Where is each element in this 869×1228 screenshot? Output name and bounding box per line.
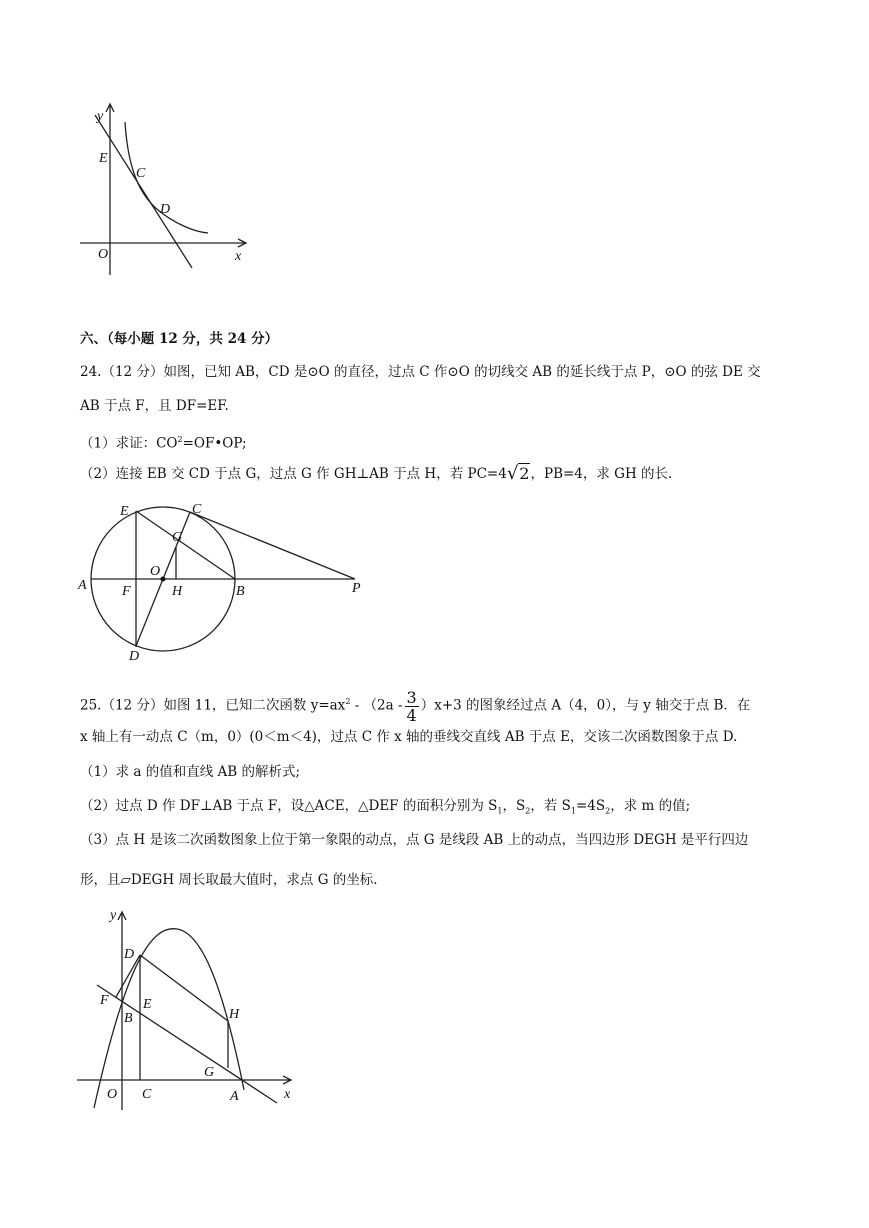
q24-part1-sup: 2 <box>177 435 183 444</box>
sub-3: 1 <box>570 806 576 816</box>
line-ab <box>97 985 277 1103</box>
label-g: G <box>172 530 183 545</box>
label-o: O <box>107 1087 118 1102</box>
section-title: 六、（每小题 12 分，共 24 分） <box>80 331 279 347</box>
label-o: O <box>98 247 109 262</box>
tangent-cp <box>190 512 355 579</box>
q25-line1-sup: 2 <box>345 697 351 706</box>
sub-1: 1 <box>497 806 503 816</box>
q25-part2-d: =4S <box>575 798 606 814</box>
q25-part2-c: ，若 S <box>530 798 571 814</box>
q25-part2-e: ，求 m 的值; <box>610 798 691 814</box>
q25-part2 <box>80 796 690 822</box>
center-point <box>161 577 166 582</box>
q25-line1-c: ）x+3 的图象经过点 A（4，0），与 y 轴交于点 B．在 <box>420 697 751 714</box>
q25-part3-line1: （3）点 H 是该二次函数图象上位于第一象限的动点，点 G 是线段 AB 上的动点，当四边形 DEGH 是平行四边 <box>80 832 749 848</box>
q25-part2-a: （2）过点 D 作 DF⊥AB 于点 F，设△ACE，△DEF 的面积分别为 S <box>80 798 498 814</box>
label-x: x <box>284 1087 291 1102</box>
label-e: E <box>120 504 129 519</box>
label-d: D <box>160 202 171 217</box>
q24-part1 <box>80 430 247 454</box>
fraction-denominator: 4 <box>406 705 417 725</box>
q24-part2-b: ，PB=4，求 GH 的长. <box>530 466 673 482</box>
label-f: F <box>122 584 131 599</box>
figure-circle-tangent <box>72 495 372 665</box>
fraction-three-quarters <box>405 689 419 724</box>
label-h: H <box>172 584 183 599</box>
label-b: B <box>236 584 245 599</box>
q25-line1-b: - （2a - <box>350 697 403 714</box>
sub-4: 2 <box>605 806 611 816</box>
label-x: x <box>235 249 242 264</box>
q25-part3-line2: 形，且▱DEGH 周长取最大值时，求点 G 的坐标. <box>80 872 378 888</box>
label-d: D <box>124 947 135 962</box>
sqrt-icon: √ <box>506 463 519 484</box>
label-f: F <box>100 993 109 1008</box>
label-a: A <box>78 578 87 593</box>
q25-part1: （1）求 a 的值和直线 AB 的解析式; <box>80 764 301 780</box>
label-h: H <box>229 1007 240 1022</box>
fraction-numerator: 3 <box>406 687 417 707</box>
q24-line1: 24.（12 分）如图，已知 AB，CD 是⊙O 的直径，过点 C 作⊙O 的切线交 AB 的延长线于点 P，⊙O 的弦 DE 交 <box>80 364 761 380</box>
label-c: C <box>136 166 146 181</box>
q24-line2: AB 于点 F，且 DF=EF. <box>80 398 229 414</box>
figure-hyperbola-line <box>80 100 260 280</box>
label-b: B <box>124 1011 133 1026</box>
q25-line1 <box>80 682 751 725</box>
label-y: y <box>110 908 117 923</box>
label-c: C <box>142 1087 152 1102</box>
q25-line1-a: 25.（12 分）如图 11，已知二次函数 y=ax <box>80 697 346 714</box>
label-y: y <box>97 109 104 124</box>
q24-part1-b: =OF•OP; <box>182 435 247 452</box>
label-e: E <box>99 151 108 166</box>
label-e: E <box>143 997 152 1012</box>
figure-parabola-parallelogram <box>72 905 312 1115</box>
label-c: C <box>192 502 202 517</box>
q25-line2: x 轴上有一动点 C（m，0）(0＜m＜4)，过点 C 作 x 轴的垂线交直线 AB 于点 E，交该二次函数图象于点 D. <box>80 729 738 745</box>
q24-part2 <box>80 464 672 485</box>
sqrt-radicand: 2 <box>519 464 530 483</box>
parabola-curve <box>94 929 244 1108</box>
q24-part1-a: （1）求证：CO <box>80 435 178 452</box>
q24-part2-a: （2）连接 EB 交 CD 于点 G，过点 G 作 GH⊥AB 于点 H，若 PC=4 <box>80 466 507 482</box>
q25-part2-b: ，S <box>502 798 526 814</box>
segment-dh <box>140 955 228 1021</box>
label-p: P <box>352 581 361 596</box>
label-g: G <box>204 1065 215 1080</box>
label-a: A <box>230 1089 239 1104</box>
label-o: O <box>150 564 161 579</box>
sqrt-expression <box>507 464 531 485</box>
sub-2: 2 <box>525 806 531 816</box>
label-d: D <box>129 649 140 664</box>
